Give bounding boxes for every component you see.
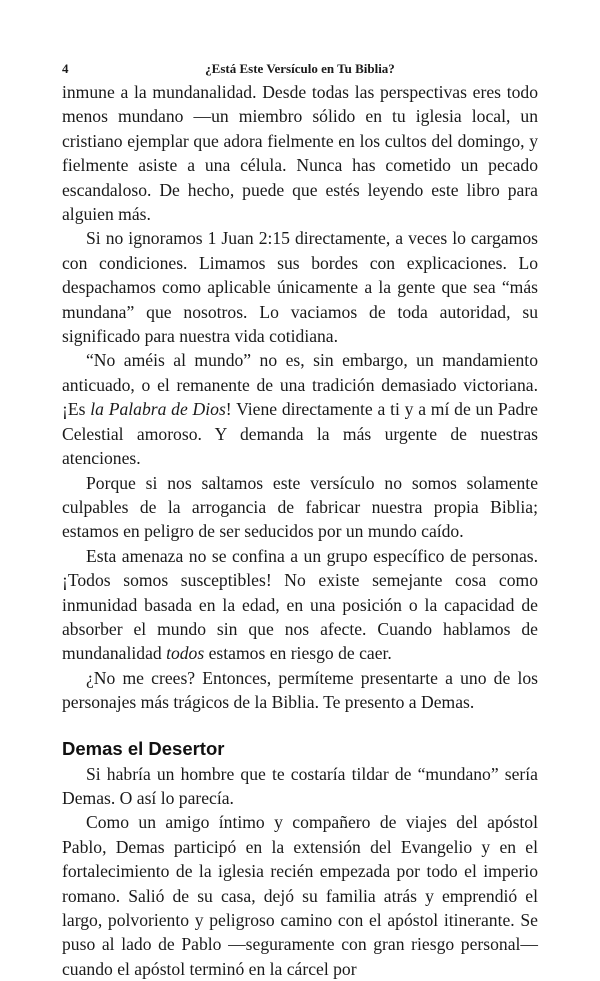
emphasis-text: la Palabra de Dios — [90, 399, 226, 420]
paragraph — [62, 348, 538, 470]
emphasis-text: todos — [166, 643, 205, 664]
paragraph: Porque si nos saltamos este versículo no somos solamente culpables de la arrogancia de fabricar nuestra propia Biblia; estamos en peligro de ser seducidos por un mundo caído. — [62, 472, 538, 542]
running-title: ¿Está Este Versículo en Tu Biblia? — [205, 61, 395, 76]
body-text — [62, 80, 538, 981]
paragraph-text: estamos en riesgo de caer. — [204, 643, 392, 664]
paragraph: ¿No me crees? Entonces, permíteme presentarte a uno de los personajes más trágicos de la Biblia. Te presento a Demas. — [62, 667, 538, 713]
book-page — [62, 58, 538, 981]
running-header — [62, 58, 538, 80]
paragraph: Si habría un hombre que te costaría tildar de “mundano” sería Demas. O así lo parecía. — [62, 763, 538, 808]
paragraph-text: “No améis al mundo” no es, sin embargo, un mandamiento anticuado, o el remanente de una tradición demasiado victoriana. ¡Es — [62, 350, 538, 420]
paragraph: Como un amigo íntimo y compañero de viajes del apóstol Pablo, Demas participó en la extensión del Evangelio y en el fortalecimiento de la iglesia recién empezada por todo el imperio romano. Salió de su casa, dejó su familia atrás y emprendió el largo, polvoriento y peligroso camino con el apóstol itinerante. Se puso al lado de Pablo —seguramente con gran riesgo personal— cuando el apóstol terminó en la cárcel por — [62, 812, 538, 979]
paragraph-text: ! Viene directamente a ti y a mí de un Padre Celestial amoroso. Y demanda la más urgente de nuestras atenciones. — [62, 399, 538, 469]
paragraph — [62, 544, 538, 666]
paragraph-continued: inmune a la mundanalidad. Desde todas las perspectivas eres todo menos mundano —un miembro sólido en tu iglesia local, un cristiano ejemplar que adora fielmente en los cultos del domingo, y fielmente asiste a una célula. Nunca has cometido un pecado escandaloso. De hecho, puede que estés leyendo este libro para alguien más. — [62, 82, 538, 225]
paragraph: Si no ignoramos 1 Juan 2:15 directamente, a veces lo cargamos con condiciones. Limamos sus bordes con explicaciones. Lo despachamos como aplicable únicamente a la gente que sea “más mundana” que nosotros. Lo vaciamos de toda autoridad, su significado para nuestra vida cotidiana. — [62, 228, 538, 347]
page-number: 4 — [62, 61, 69, 76]
paragraph-text: Esta amenaza no se confina a un grupo específico de personas. ¡Todos somos susceptibles! No existe semejante cosa como inmunidad basada en la edad, en una posición o la capacidad de absorber el mundo sin que nos afecte. Cuando hablamos de mundanalidad — [62, 545, 538, 664]
section-heading: Demas el Desertor — [62, 737, 225, 759]
